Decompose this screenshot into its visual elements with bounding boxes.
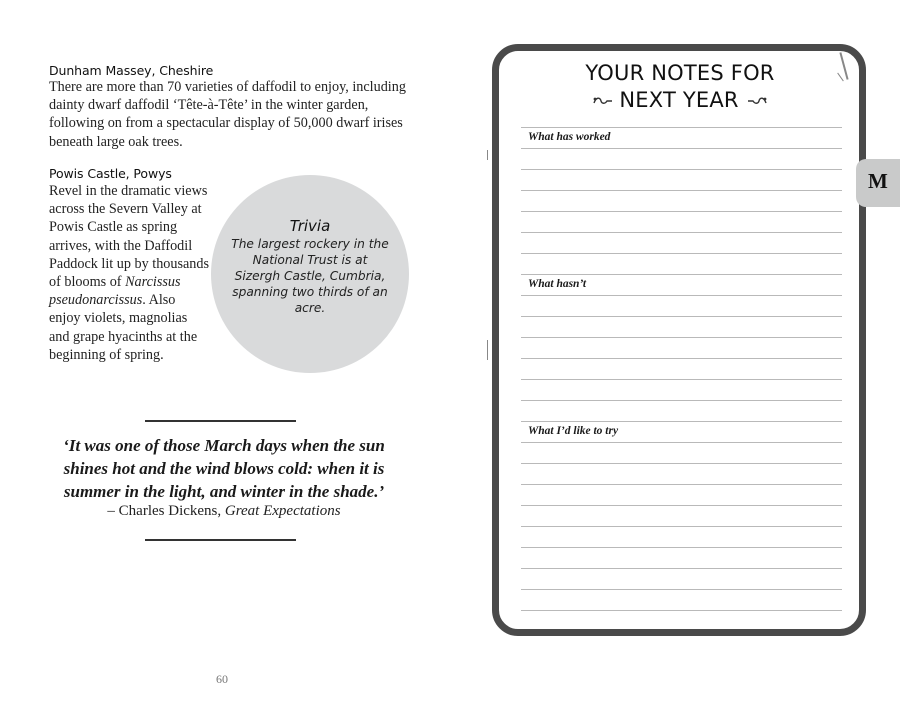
ruled-line	[521, 232, 842, 233]
powis-body-species: Narcissus pseudonarcissus	[49, 274, 181, 309]
ruled-line	[521, 274, 842, 275]
powis-body-text: Revel in the dramatic views across the Severn Valley at Powis Castle as spring arrives, with the Daffodil Paddock lit up by thousands of blooms of	[49, 183, 209, 291]
ruled-line	[521, 358, 842, 359]
decorative-speck	[487, 340, 488, 360]
ruled-line	[521, 526, 842, 527]
ruled-line	[521, 505, 842, 506]
trivia-title: Trivia	[289, 217, 331, 235]
quote-text: ‘It was one of those March days when the sun shines hot and the wind blows cold: when it is summer in the light, and winter in the shade.’	[63, 436, 385, 501]
ruled-line	[521, 190, 842, 191]
letter-tab-label: M	[868, 169, 888, 193]
ruled-line	[521, 463, 842, 464]
quote-attribution	[44, 503, 404, 520]
ruled-line	[521, 421, 842, 422]
ruled-line	[521, 127, 842, 128]
flourish-left-icon	[592, 93, 619, 111]
quote-divider-bottom	[145, 539, 296, 541]
quote-divider-top	[145, 420, 296, 422]
section-body-dunham-massey: There are more than 70 varieties of daffodil to enjoy, including dainty dwarf daffodil ‘Tête-à-Tête’ in the winter garden, following on from a spectacular display of 50,000 dwarf irises beneath large oak trees.	[49, 79, 406, 150]
section-title-powis-castle: Powis Castle, Powys	[49, 166, 172, 181]
ruled-line	[521, 169, 842, 170]
notes-title-line1: YOUR NOTES FOR	[585, 61, 775, 85]
notes-title	[500, 60, 860, 116]
ruled-line	[521, 337, 842, 338]
notes-section-label: What hasn’t	[528, 278, 587, 290]
ruled-line	[521, 568, 842, 569]
trivia-text: The largest rockery in the National Trust is at Sizergh Castle, Cumbria, spanning two thirds of an acre.	[231, 237, 389, 315]
ruled-line	[521, 442, 842, 443]
letter-tab-m[interactable]	[856, 159, 900, 207]
notes-title-line2-wrap	[500, 87, 860, 116]
ruled-line	[521, 211, 842, 212]
ruled-line	[521, 610, 842, 611]
trivia-callout	[211, 175, 409, 373]
ruled-line	[521, 295, 842, 296]
ruled-line	[521, 253, 842, 254]
notes-title-line2: NEXT YEAR	[619, 88, 739, 112]
ruled-line	[521, 484, 842, 485]
decorative-speck	[487, 150, 488, 160]
quote-author: – Charles Dickens,	[107, 503, 225, 519]
page-number: 60	[216, 672, 228, 686]
notes-section-label: What has worked	[528, 131, 611, 143]
quote-work: Great Expectations	[224, 503, 341, 519]
section-title-dunham-massey: Dunham Massey, Cheshire	[49, 63, 214, 78]
ruled-line	[521, 379, 842, 380]
section-body-powis-castle	[49, 182, 209, 364]
ruled-line	[521, 400, 842, 401]
notes-section-label: What I’d like to try	[528, 425, 619, 437]
ruled-line	[521, 547, 842, 548]
powis-body-text-end: . Also enjoy violets, magnolias and grape hyacinths at the beginning of spring.	[49, 292, 198, 363]
flourish-right-icon	[746, 93, 768, 111]
ruled-line	[521, 148, 842, 149]
ruled-line	[521, 316, 842, 317]
notes-ruled-area[interactable]	[521, 127, 842, 627]
ruled-line	[521, 589, 842, 590]
